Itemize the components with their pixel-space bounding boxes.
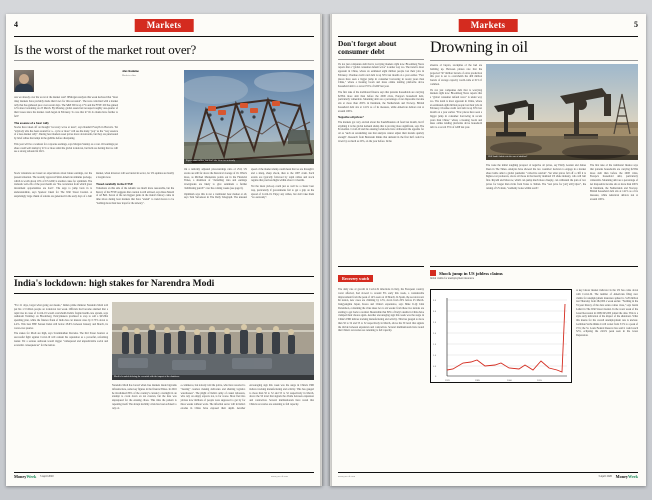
debt-headline: Don't forget about consumer debt (338, 39, 397, 56)
india-body-col2 (112, 384, 314, 456)
oil-photo (486, 64, 638, 160)
lead-body-col3 (184, 168, 314, 272)
svg-text:2000: 2000 (507, 380, 512, 382)
footer-brand-left (14, 474, 36, 479)
recovery-watch (338, 266, 424, 457)
paragraph: Are we already over the worst of the market rout? JPMorgan analysts this week declared that "most risky markets have probably made their lows for this recession". The note coincided with a market rally that has gathered pace over recent days. The S&P 500 is up 17% and the FTSE 100 has gained 12% since bottoming on 23 March. By Monday, global assets had recouped roughly one-quarter of their losses since the market crash began in February. So was that it? Or do mania have further to fall? (14, 96, 118, 118)
paragraph: A key labour market indicator in the US has come down with Covid-19. The number of Americans filing new claims for unemployment insurance spiked to 3.28 million last Thursday from 282,000 a week earlier. "Nothing in the 53-year history of the data series comes close," says Justin Lahart in The Wall Street Journal. In the worst week of the Great Recession in 2009 645,000 joined the dole. This is a style early indication of the impact of the shutdown. What this means for the overall unemployment rate is unclear. Goldman Sachs thinks it will rocket from 3.5% to a peak of 15%; the St. Louis Federal Reserve has said it could reach 32%, eclipsing the 24.9% peak seen in the Great Depression. (576, 289, 638, 337)
paragraph: Stocks have taken off on thought "recovery wave at least", says Randall Forsyth in Barron's. Yet "anybody who has been around for a... cycle or more" will see the many "pop" as the "very essence of a bear-market rally". During bear markets asset prices move downwards, but they are punctuated by brief rallies that tempt in the gullible before dissipating. (14, 125, 118, 141)
recovery-strap: Recovery watch (338, 275, 373, 282)
left-page (6, 14, 322, 486)
paragraph: e-commerce, but nobody told the police, who have resorted to "beating" couriers making deliveries and shutting logistics warehouses". The plight of India's army of casual labourers, who rely on empty expects not, is far worse. Most fled into jobless now millions of people were supposed to get by for three weeks without work. The informal sector will in India's exodus in China have exposed their depth. Another encouraging sign this week was the surge in China's PMI indices tracking manufacturing and activity. This has gauged to more than 50 to 52 and 55 to 52 respectively in March, above the 50 level that signals the divide between expansion and contraction. Several multinationals have noted that China's recoveries are returning to full capacity. (180, 384, 314, 410)
oil-headline: Drowning in oil (430, 39, 528, 56)
byline-block (122, 70, 182, 77)
oil-body-col1 (430, 64, 482, 260)
right-page-number: 5 (634, 20, 638, 29)
paragraph: Optimism says this is not a traditional bear market at all, says Tom Stevenson in The Daily Telegraph. The unusual speed of the market slump could mean that we are through it and a sharp, sharp shock, then to the 1987 crash. Such events are typically followed by rapid rallies and stock regains that previous highs within about 11 months. (184, 168, 314, 200)
chart-plot (430, 289, 572, 383)
debt-subhead: Negative oil prices? (338, 115, 364, 120)
paragraph: Yet the latest pick-up could just as well be a classic bear trap, particularly if governments fail to get a grip on the spread of Covid-19. Enjoy any rallies, but don't take them "too seriously". (251, 185, 314, 200)
paragraph: Valuations on this side of the Atlantic are much more reasonable, but the history of the FTSE suggests that caution is still advised, says Russ Mould of AJ Bell. Seven of the ten biggest gains in the index's history came in time slices during bear markets that have "ended" to trend moves to be "nothing more than bear traps for the unwary". (96, 186, 174, 205)
paragraph: It's not just companies debt that is worrying markets right now. Bloomberg News reports that a "global consumer default wave" is under way too. The trend is most apparent in China, where an estimated eight million people lost their jobs in February. Overdue credit card debt is up 50% last month on a year earlier. "Few places have seen a bigger jump in consumer borrowing in recent years than China," where a housing boom and mass online lending platforms drove household debt to a record 55% of GDP last year. (430, 88, 482, 129)
paragraph: The route the initial toughing prospect of negative oil prices, say Emily Gosden and James Dean in The Times. Analysts have showed the two countries' decision to engage in a market share battle amid a global pandemic "collective suicide". Yet what prices fall off a cliff it is higher-cost producers, above all those in the heavily indebted US shale industry, who will bail first. Riyadh and Moscow, which can pump much more cheaply, can withstand the pain of low prices for longer than rivals from Texas to Tehran. The "real price for [oil] will] Opec", the raising of US shale, "suddenly looks within reach". (486, 164, 586, 190)
svg-text:2.5: 2.5 (433, 322, 437, 324)
chart-subtitle: Initial claims for unemployment insurance (430, 277, 475, 280)
oil-photo-caption: Will Saudi Arabia win the war of attrition? (486, 155, 638, 160)
right-footer (338, 472, 638, 482)
footer-site-right[interactable]: moneyweek.com (338, 475, 356, 478)
paragraph: This year will be a washout for corporate earnings, says Morgan Stanley as a rout. Oil earnings per share could well slump by 21% or more amid the global lockdown, but bulls are betting that we will see a strong rebound in 2021. (14, 142, 118, 154)
chart-svg (431, 290, 571, 382)
oil-photo-art (486, 64, 638, 160)
paragraph: The first take of the traditional finance says that patterns households are carrying $233m more debt than before the 2008 crisis, Europe's household debt, particularly vulnerable. Mounting debt are a percentage of net disposable income sits at more than 200% in Denmark, the Netherlands and Norway. British household debt sits at 141% as of its measure, while American debtors run at around 106%. (590, 164, 638, 201)
brand-money: Money (14, 474, 27, 479)
lead-photo (184, 70, 314, 164)
jobless-chart-block (430, 266, 638, 457)
svg-text:1985: 1985 (475, 380, 480, 382)
left-page-number: 4 (14, 20, 18, 29)
right-section-title: Markets (459, 19, 518, 32)
chart-marker-icon (430, 270, 436, 276)
paragraph: The first take of the traditional finance says that patterns households are carrying $233m more debt than before the 2008 crisis, Europe's household debt, particularly vulnerable. Mounting debt are a percentage of net disposable income sits at more than 200% in Denmark, the Netherlands and Norway. British household debt sits at 141% as of its measure, while American debtors run at around 106%. (338, 90, 424, 113)
footer-date-left: 3 April 2020 (40, 475, 54, 478)
lead-photo-art (184, 70, 314, 164)
right-page (330, 14, 646, 486)
india-story (14, 276, 314, 294)
chart-title: Shock jump in US jobless claims (439, 270, 503, 276)
svg-text:1.5: 1.5 (433, 344, 437, 346)
footer-date-right: 3 April 2020 (598, 475, 612, 478)
brand-week: Week (26, 474, 37, 479)
brand-money: Money (615, 474, 628, 479)
lead-byline (14, 70, 60, 97)
svg-text:3.5: 3.5 (433, 300, 437, 302)
debt-story (338, 40, 424, 253)
paragraph: On a radically adjusted price/earnings ratio of 25.8, US stocks are still far above the historical average of 16. What's more, as Michael Mackenzie points out in the Financial Times, a drumbeat of "dwindling data and earnings downgrades are likely to give sentiment a further 'debilitating punch'" over the coming weeks (see page 6). (184, 168, 247, 190)
lead-headline: Is the worst of the market rout over? (14, 42, 197, 57)
india-photo (112, 302, 314, 380)
left-footer (14, 472, 314, 482)
svg-text:2015: 2015 (537, 380, 542, 382)
svg-text:1970: 1970 (445, 380, 450, 382)
oil-body-col2 (486, 164, 586, 260)
byline-role: Markets editor (122, 73, 137, 77)
paragraph: Narendra Modi has forced when free markets made big-bank infrastructure, some key figures in the finance/Times. In 2016 he invalidated 86% of the country's currency overnight in an attempt to crack down on tax evasion, but the data was unprepared for the ensuing chaos. This time the pattern is repeating itself. The abrupt mobility crisis has been advised to rely on (112, 384, 177, 410)
lead-photo-caption: Expect some rallies, but don't take them too seriously (184, 159, 314, 164)
left-masthead (14, 20, 314, 37)
paragraph: absence of buyers, stockpiles of the fuel are building up. Between pirates rate that the projected 747 million barrels of extra production this year is set to overwhelm the 400 million barrels of storage capacity world-wide at 01% if common. (430, 64, 482, 86)
recovery-body (338, 288, 424, 458)
page-gutter (320, 14, 332, 486)
lead-subhead-1: The essence of a bear rally (14, 120, 49, 125)
paragraph: The stakes for Modi are high, says Swaminathan Devadas. The 62d Street Journal. A successful fight against Covid-19 will cement his reputation as a powerful, reforming leader. Yet a serious outbreak would trigger "widespread and unpredictable social and economic consequences" for the nation. (14, 332, 108, 347)
footer-site-left[interactable]: moneyweek.com (270, 475, 288, 478)
india-photo-art (112, 302, 314, 380)
paragraph: The daily rate of growth in Covid-19 infections in Italy, the European country worst affected, had slowed to around 8% early this week, a considerable improvement from the peak of 14% seen on 19 March. In Spain, the second-worst hit nation, new cases are climbing by 12%, down from 20% before 25 March. Jiangyangshu Japan, Korea and China's experience, says Mike Ji-Qi John Donaldson, containing the virus takes two to six weeks: from these two nations are starting to get back to normal. Meanwhile that 80% of Italy's deaths in China have clamped their shores again. Another encouraging sign this week was the surge in China's PMI indices tracking manufacturing and activity. This has gauged to more than 50 to 52 and 55 to 52 respectively in March, above the 50 level that signals the divide between expansion and contraction. Several multinationals have noted that China's recoveries are returning to full capacity. (338, 288, 424, 333)
left-section-title: Markets (135, 19, 194, 32)
brand-week: Week (627, 474, 638, 479)
paragraph: Stock valuations are based on expectations about future earnings, not the present situation. The recently approved $2trn American stimulus package, which is worth about 10% of US GDP, is another cause for optimism. The domestic sell-offs of the past month are "the correlation from which great investment opportunities are born". The urge to jump back in is understandable, says Spencer Jakab for The Wall Street Journal. A surprisingly large chunk of returns are generated in the early days of a bull market, when investors will see buried in sector, for US equities are hardly a bargain now. (14, 172, 174, 198)
paragraph: "For 21 days, forget what going out means," Indian prime minister Narendra Modi told put his 1.3 billion people on lockdown last week. Officials had become alarmed that a rapid rise in cases of Covid-19 would overwhelm India's fragile health-care system, says Ashutosh Varshney on Bloomberg. Policymakers promised to stop to add a $23.8bn spending plan, while the finance flank of India has cut interest rates by 0.75% down to 4.4%. This beat BSE Sensex Index still below 28.6% between January and March, its worst-ever quarter. (14, 304, 108, 330)
lead-story (14, 43, 314, 61)
oil-body-col3 (590, 164, 638, 260)
lead-subhead-2: Tread carefully in the FTSE (96, 181, 133, 186)
oil-story (430, 40, 638, 61)
svg-text:2.0: 2.0 (433, 333, 437, 335)
footer-brand-right (616, 474, 638, 479)
debt-body (338, 63, 424, 253)
right-masthead (338, 20, 638, 37)
svg-text:0.5: 0.5 (433, 366, 437, 368)
svg-text:1.0: 1.0 (433, 355, 437, 357)
avatar (14, 70, 34, 92)
paragraph: It's not just companies debt that is worrying markets right now. Bloomberg News reports that a "global consumer default wave" is under way too. The trend is most apparent in China, where an estimated eight million people lost their jobs in February. Overdue credit card debt is up 50% last month on a year earlier. "Few places have seen a bigger jump in consumer borrowing in recent years than China," where a housing boom and mass online lending platforms drove household debt to a record 55% of GDP last year. (338, 62, 424, 89)
byline-name: Alex Rankine (122, 69, 139, 73)
chart-annotation (576, 289, 638, 449)
india-photo-caption: Modi is hearded defining the essential with the impact of the shutdown (112, 375, 314, 380)
svg-text:3.0: 3.0 (433, 311, 437, 313)
svg-text:0: 0 (435, 376, 437, 378)
india-headline: India's lockdown: high stakes for Narendra Modi (14, 279, 215, 289)
lead-body-col2 (14, 172, 174, 272)
paragraph: The markets got very excited about the Saudi/Russian oil feud last month, but if anything it is the global demand slump that is proving more significant, says The Economist. Covid-19 and the ensuing lockdowns have obliterated the appetite for oil as "such an astonishing rate that analysts cannot adjust their models quickly enough". Research from Bernstein thinks that demand in the first half could be down by as much as 20%, on the year before. In the (338, 120, 424, 143)
india-body-col1 (14, 304, 108, 454)
